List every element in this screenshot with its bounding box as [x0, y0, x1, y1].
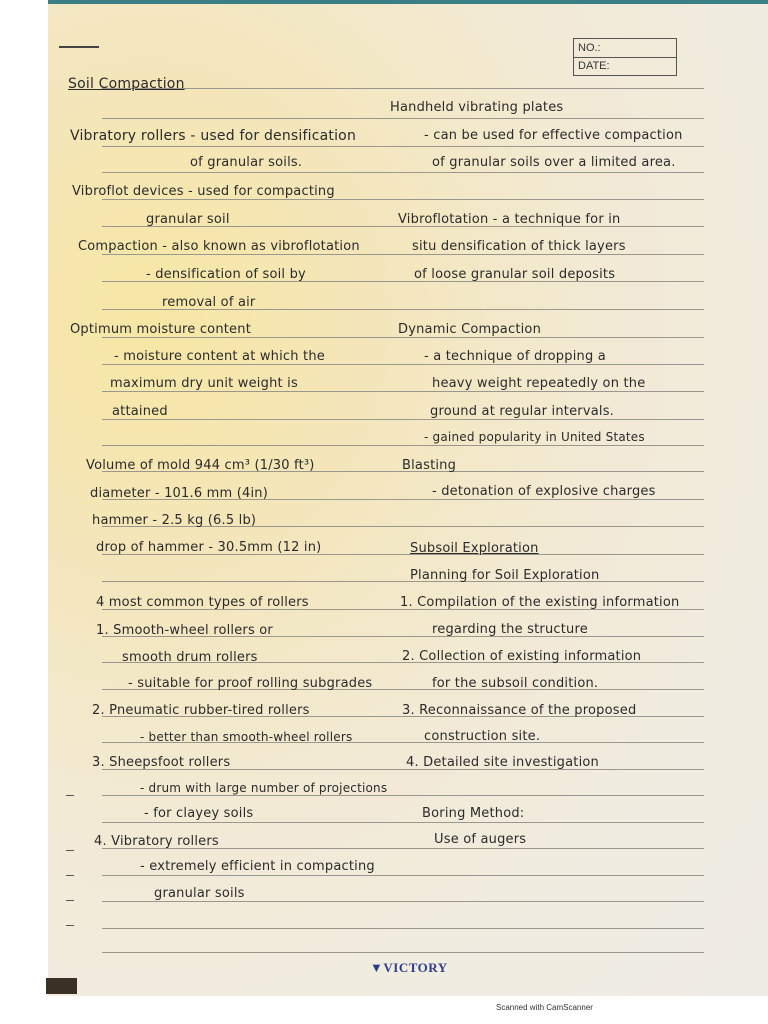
section-heading: Subsoil Exploration — [410, 541, 539, 556]
note-line: granular soils — [154, 886, 245, 901]
date-label: DATE: — [578, 60, 610, 72]
margin-tick — [66, 850, 74, 851]
note-line: 3. Reconnaissance of the proposed — [402, 703, 637, 718]
page-corner-shadow — [46, 978, 77, 994]
note-line: hammer - 2.5 kg (6.5 lb) — [92, 513, 257, 528]
ruled-line — [102, 146, 704, 147]
note-line: of loose granular soil deposits — [414, 267, 616, 282]
ruled-line — [102, 118, 704, 119]
ruled-line — [102, 875, 704, 876]
note-line: construction site. — [424, 729, 541, 744]
ruled-line — [102, 581, 704, 582]
no-label: NO.: — [578, 42, 601, 54]
ruled-line — [102, 88, 704, 89]
note-line: situ densification of thick layers — [412, 239, 626, 254]
note-line: 2. Collection of existing information — [402, 649, 642, 664]
brand-mark-icon: ▼ — [370, 960, 384, 975]
note-line: - can be used for effective compaction — [424, 128, 683, 143]
page-title: Soil Compaction — [68, 76, 185, 92]
note-line: Use of augers — [434, 832, 527, 847]
note-line: - moisture content at which the — [114, 349, 325, 364]
ruled-line — [102, 822, 704, 823]
no-date-box — [573, 38, 677, 76]
note-line: 1. Compilation of the existing information — [400, 595, 680, 610]
note-line: Planning for Soil Exploration — [410, 568, 600, 583]
note-line: 1. Smooth-wheel rollers or — [96, 623, 273, 638]
ruled-line — [102, 928, 704, 929]
brand-name: VICTORY — [383, 960, 448, 975]
note-line: Compaction - also known as vibroflotation — [78, 239, 360, 254]
margin-tick — [66, 795, 74, 796]
note-line: Vibratory rollers - used for densification — [70, 128, 357, 144]
header-short-line — [59, 46, 99, 48]
note-line: Blasting — [402, 458, 457, 473]
note-line: - for clayey soils — [144, 806, 254, 821]
note-line: of granular soils over a limited area. — [432, 155, 676, 170]
note-line: diameter - 101.6 mm (4in) — [90, 486, 268, 501]
note-line: - detonation of explosive charges — [432, 484, 656, 499]
note-line: 3. Sheepsfoot rollers — [92, 755, 231, 770]
note-line: maximum dry unit weight is — [110, 376, 298, 391]
note-line: attained — [112, 404, 168, 419]
margin-tick — [66, 900, 74, 901]
box-divider — [574, 57, 676, 58]
note-line: - drum with large number of projections — [140, 781, 388, 795]
note-line: granular soil — [146, 212, 230, 227]
note-line: of granular soils. — [190, 155, 303, 170]
note-line: for the subsoil condition. — [432, 676, 599, 691]
note-line: - better than smooth-wheel rollers — [140, 730, 353, 744]
ruled-line — [102, 172, 704, 173]
note-line: Vibroflotation - a technique for in — [398, 212, 621, 227]
scanner-watermark: Scanned with CamScanner — [496, 1003, 593, 1012]
note-line: ground at regular intervals. — [430, 404, 614, 419]
note-line: 2. Pneumatic rubber-tired rollers — [92, 703, 310, 718]
note-line: - densification of soil by — [146, 267, 306, 282]
ruled-line — [102, 445, 704, 446]
note-line: Boring Method: — [422, 806, 525, 821]
note-line: Handheld vibrating plates — [390, 100, 564, 115]
ruled-line — [102, 952, 704, 953]
note-line: Volume of mold 944 cm³ (1/30 ft³) — [86, 458, 315, 473]
note-line: 4. Vibratory rollers — [94, 834, 219, 849]
note-line: Optimum moisture content — [70, 322, 251, 337]
margin-tick — [66, 925, 74, 926]
note-line: regarding the structure — [432, 622, 588, 637]
margin-tick — [66, 875, 74, 876]
note-line: removal of air — [162, 295, 256, 310]
note-line: drop of hammer - 30.5mm (12 in) — [96, 540, 322, 555]
note-line: 4. Detailed site investigation — [406, 755, 599, 770]
note-line: - suitable for proof rolling subgrades — [128, 676, 373, 691]
note-line: heavy weight repeatedly on the — [432, 376, 646, 391]
note-line: 4 most common types of rollers — [96, 595, 309, 610]
note-line: - gained popularity in United States — [424, 430, 645, 444]
note-line: - a technique of dropping a — [424, 349, 606, 364]
note-line: Vibroflot devices - used for compacting — [72, 184, 335, 199]
note-line: - extremely efficient in compacting — [140, 859, 375, 874]
brand-logo — [370, 960, 448, 976]
note-line: smooth drum rollers — [122, 650, 258, 665]
note-line: Dynamic Compaction — [398, 322, 542, 337]
